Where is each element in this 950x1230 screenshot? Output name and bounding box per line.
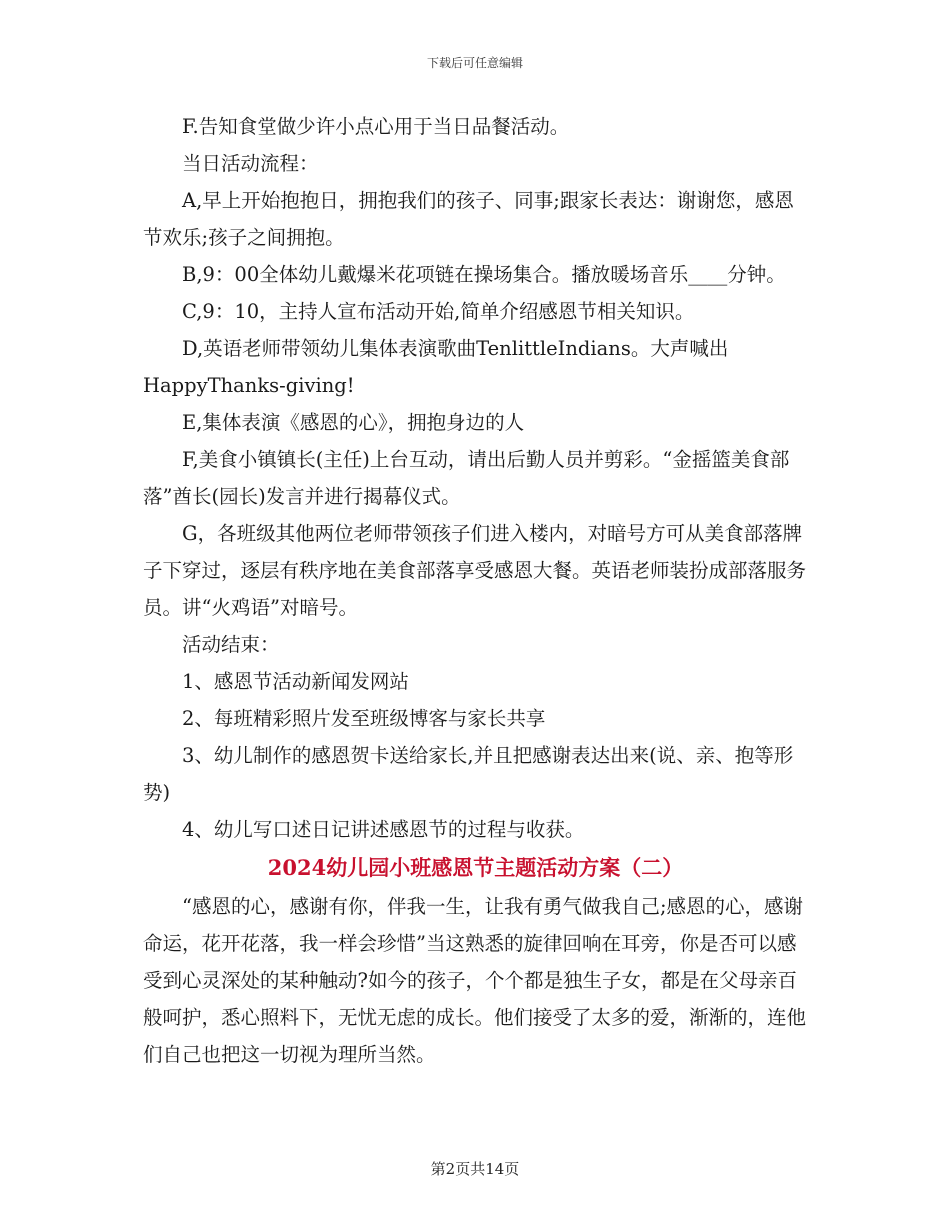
paragraph: “感恩的心，感谢有你，伴我一生，让我有勇气做我自己;感恩的心，感谢命运，花开花落，我一样会珍惜”当这熟悉的旋律回响在耳旁，你是否可以感受到心灵深处的某种触动?如今的孩子，个个都是独生子女，都是在父母亲百般呵护，悉心照料下，无忧无虑的成长。他们接受了太多的爱，渐渐的，连他们自己也把这一切视为理所当然。 bbox=[143, 895, 807, 1066]
paragraph: B,9：00全体幼儿戴爆米花项链在操场集合。播放暖场音乐____分钟。 bbox=[182, 263, 786, 286]
paragraph-continuation: HappyThanks-giving! bbox=[143, 374, 355, 397]
paragraph: D,英语老师带领幼儿集体表演歌曲TenlittleIndians。大声喊出 bbox=[182, 337, 729, 360]
paragraph: G，各班级其他两位老师带领孩子们进入楼内，对暗号方可从美食部落牌子下穿过，逐层有秩序地在美食部落享受感恩大餐。英语老师装扮成部落服务员。讲“火鸡语”对暗号。 bbox=[143, 522, 807, 619]
page-footer: 第2页共14页 bbox=[430, 1160, 520, 1178]
section-title: 2024幼儿园小班感恩节主题活动方案（二） bbox=[267, 855, 684, 880]
list-item: 1、感恩节活动新闻发网站 bbox=[182, 670, 409, 693]
page-header: 下载后可任意编辑 bbox=[426, 56, 523, 70]
list-item: 3、幼儿制作的感恩贺卡送给家长,并且把感谢表达出来(说、亲、抱等形势) bbox=[143, 744, 794, 804]
paragraph: F,美食小镇镇长(主任)上台互动，请出后勤人员并剪彩。“金摇篮美食部落”酋长(园长)发言并进行揭幕仪式。 bbox=[143, 448, 790, 508]
paragraph: F.告知食堂做少许小点心用于当日品餐活动。 bbox=[182, 115, 570, 138]
paragraph: 活动结束： bbox=[182, 633, 280, 656]
list-item: 2、每班精彩照片发至班级博客与家长共享 bbox=[182, 707, 546, 730]
paragraph: C,9：10，主持人宣布活动开始,简单介绍感恩节相关知识。 bbox=[182, 300, 695, 323]
paragraph: 当日活动流程： bbox=[182, 152, 319, 175]
paragraph: A,早上开始抱抱日，拥抱我们的孩子、同事;跟家长表达：谢谢您，感恩节欢乐;孩子之间拥抱。 bbox=[143, 189, 794, 249]
list-item: 4、幼儿写口述日记讲述感恩节的过程与收获。 bbox=[182, 818, 585, 841]
document-body bbox=[143, 108, 808, 1073]
paragraph: E,集体表演《感恩的心》，拥抱身边的人 bbox=[182, 411, 525, 434]
